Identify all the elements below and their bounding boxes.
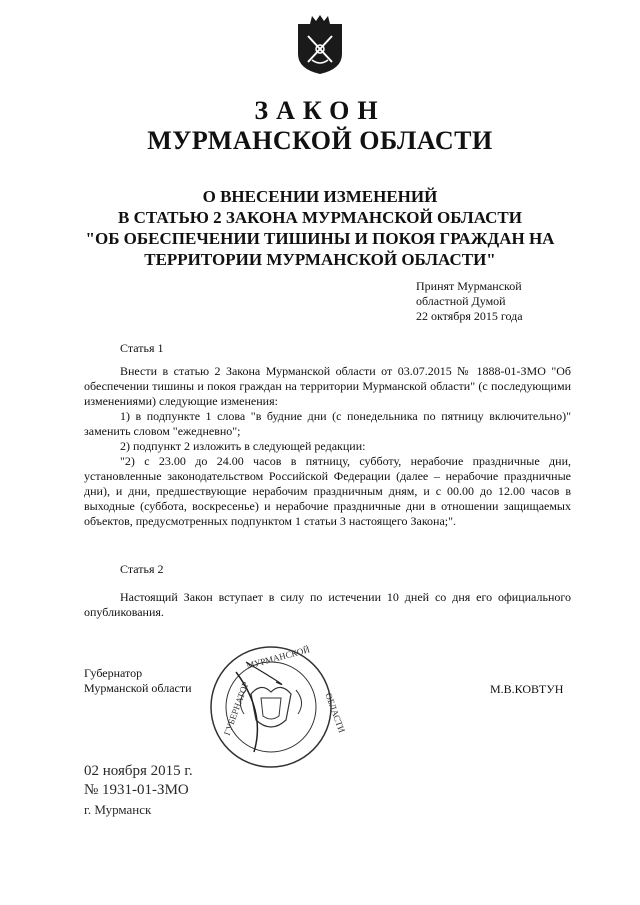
adoption-note <box>416 279 586 324</box>
adoption-line: областной Думой <box>416 294 506 308</box>
article-1-body <box>84 364 571 529</box>
article-1-item-1: 1) в подпункте 1 слова "в будние дни (с понедельника по пятницу включительно)" заменить словом "ежедневно"; <box>84 409 571 438</box>
svg-text:МУРМАНСКОЙ: МУРМАНСКОЙ <box>245 644 311 671</box>
document-footer <box>84 762 193 819</box>
position-line: Мурманской области <box>84 681 192 695</box>
article-1-quote: "2) с 23.00 до 24.00 часов в пятницу, субботу, нерабочие праздничные дни, установленные законодательством Российской Федерации (далее – нерабочие праздничные дни), и дни, предшествующие нерабочим праздничным дням, и с 00.00 до 12.00 часов в выходные (суббота, воскресенье) и нерабочие праздничные дни в отношении защищаемых объектов, предусмотренных подпунктом 1 статьи 3 настоящего Закона;". <box>84 454 571 528</box>
article-1-intro: Внести в статью 2 Закона Мурманской области от 03.07.2015 № 1888-01-ЗМО "Об обеспечении тишины и покоя граждан на территории Мурманской области" (с последующими изменениями) следующие изменения: <box>84 364 571 408</box>
signing-city: г. Мурманск <box>84 802 152 817</box>
law-number: № 1931-01-ЗМО <box>84 782 189 798</box>
heading-line: О ВНЕСЕНИИ ИЗМЕНЕНИЙ <box>202 187 438 206</box>
law-region: МУРМАНСКОЙ ОБЛАСТИ <box>147 126 493 155</box>
law-title: ЗАКОН <box>254 96 386 125</box>
article-1-label: Статья 1 <box>120 341 164 355</box>
signatory-position <box>84 666 192 696</box>
official-seal-icon <box>206 642 347 772</box>
position-line: Губернатор <box>84 666 143 680</box>
article-1-item-2: 2) подпункт 2 изложить в следующей редакции: <box>120 439 366 453</box>
article-2-body <box>84 590 571 620</box>
signing-date: 02 ноября 2015 г. <box>84 763 193 779</box>
adoption-line: Принят Мурманской <box>416 279 522 293</box>
heading-line: "ОБ ОБЕСПЕЧЕНИИ ТИШИНЫ И ПОКОЯ ГРАЖДАН НА <box>85 229 555 248</box>
adoption-line: 22 октября 2015 года <box>416 309 523 323</box>
coat-of-arms-icon <box>296 14 344 76</box>
heading-line: ТЕРРИТОРИИ МУРМАНСКОЙ ОБЛАСТИ" <box>144 250 496 269</box>
article-2-label: Статья 2 <box>120 562 164 576</box>
signatory-name: М.В.КОВТУН <box>490 682 564 696</box>
document-heading <box>60 186 580 270</box>
svg-text:ОБЛАСТИ: ОБЛАСТИ <box>323 691 347 735</box>
svg-text:ГУБЕРНАТОР: ГУБЕРНАТОР <box>221 680 251 737</box>
heading-line: В СТАТЬЮ 2 ЗАКОНА МУРМАНСКОЙ ОБЛАСТИ <box>118 208 522 227</box>
article-2-text: Настоящий Закон вступает в силу по истечении 10 дней со дня его официального опубликования. <box>84 590 571 619</box>
